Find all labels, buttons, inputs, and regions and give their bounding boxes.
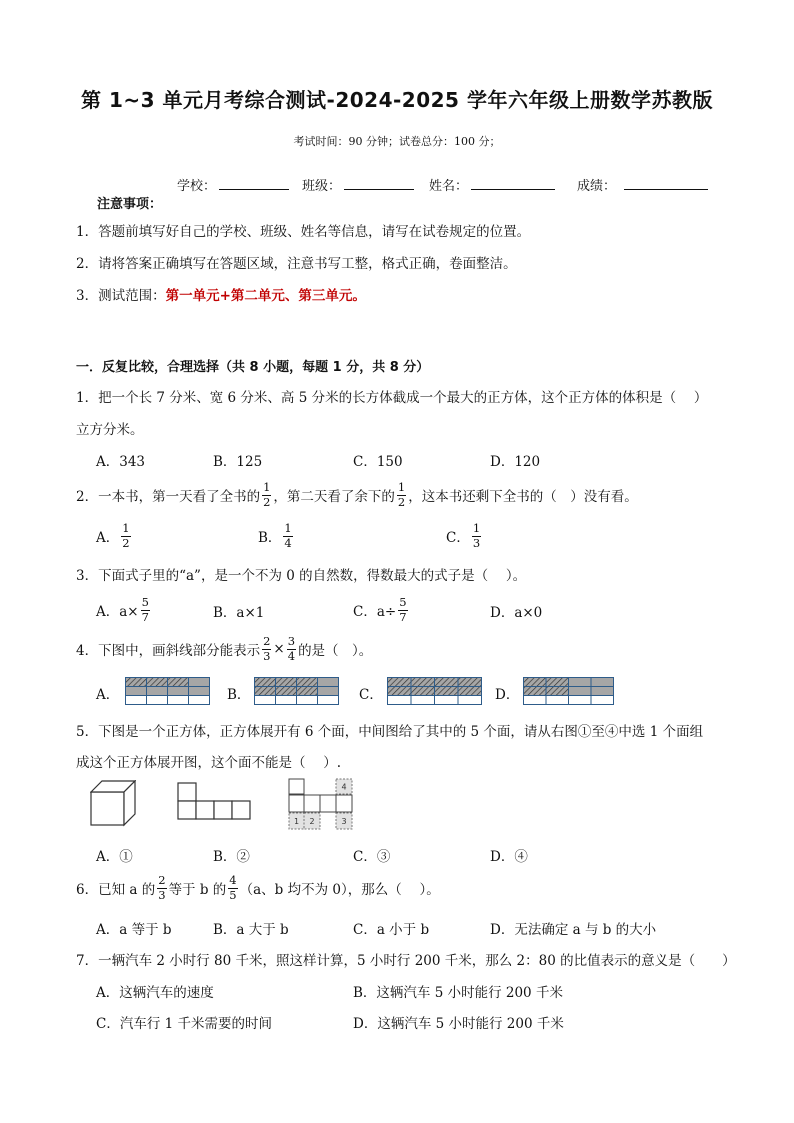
q1-option-c[interactable]: C．150 [353, 454, 403, 470]
net-options-diagram [288, 777, 356, 835]
q2-fraction-2: $\frac{1}{2}$ [397, 480, 406, 509]
q1-option-b[interactable]: B．125 [213, 454, 263, 470]
q1-option-d[interactable]: D．120 [490, 454, 541, 470]
school-field[interactable] [219, 189, 289, 190]
q3-option-d[interactable]: D．a×0 [490, 605, 543, 621]
q5-option-c[interactable]: C．③ [353, 849, 391, 865]
notice-item-1: 1．答题前填写好自己的学校、班级、姓名等信息，请写在试卷规定的位置。 [76, 224, 531, 240]
q1-text-cont: 立方分米。 [76, 422, 144, 438]
notice-heading: 注意事项： [97, 197, 163, 212]
face-label-1: 1 [293, 817, 300, 826]
q2-text: 2．一本书，第一天看了全书的 $\frac{1}{2}$ ，第二天看了余下的 $\frac{1}{2}$ ，这本书还剩下全书的（ ）没有看。 [76, 480, 638, 509]
q5-option-a[interactable]: A．① [96, 849, 133, 865]
q2-option-a[interactable]: A． $\frac{1}{2}$ [96, 521, 130, 550]
q4-option-a-label[interactable]: A． [96, 687, 120, 703]
q4-option-c-diagram[interactable] [387, 677, 483, 706]
q7-option-a[interactable]: A．这辆汽车的速度 [96, 985, 214, 1001]
q6-option-a[interactable]: A．a 等于 b [96, 922, 172, 938]
face-label-4: 4 [341, 782, 347, 792]
q3-text: 3．下面式子里的“a”，是一个不为 0 的自然数，得数最大的式子是（ ）。 [76, 568, 527, 584]
q5-text-cont: 成这个正方体展开图，这个面不能是（ ）. [76, 755, 342, 771]
q4-fraction-1: $\frac{2}{3}$ [263, 634, 271, 663]
q6-fraction-2: $\frac{4}{5}$ [229, 873, 237, 902]
q5-text: 5．下图是一个正方体，正方体展开有 6 个面，中间图给了其中的 5 个面，请从右图①至④中选 1 个面组 [76, 724, 704, 740]
notice-item-2: 2．请将答案正确填写在答题区域，注意书写工整，格式正确，卷面整洁。 [76, 256, 517, 272]
net-diagram [177, 782, 253, 826]
score-field[interactable] [624, 189, 708, 190]
school-label: 学校： [177, 179, 217, 194]
q7-text: 7．一辆汽车 2 小时行 80 千米，照这样计算，5 小时行 200 千米，那么 2：80 的比值表示的意义是（ ） [76, 953, 736, 969]
q2-option-c[interactable]: C． $\frac{1}{3}$ [446, 521, 481, 550]
name-field[interactable] [471, 189, 555, 190]
q4-option-b-label[interactable]: B． [227, 687, 251, 703]
section-heading: 一．反复比较，合理选择（共 8 小题，每题 1 分，共 8 分） [76, 360, 430, 375]
q4-option-c-label[interactable]: C． [359, 687, 383, 703]
q4-text: 4．下图中，画斜线部分能表示 $\frac{2}{3}$ × $\frac{3}{4}$ 的是（ ）。 [76, 634, 373, 663]
q1-text: 1．把一个长 7 分米、宽 6 分米、高 5 分米的长方体截成一个最大的正方体，这个正方体的体积是（ ） [76, 390, 708, 406]
face-label-3: 3 [341, 817, 347, 826]
q4-option-d-label[interactable]: D． [495, 687, 520, 703]
q5-option-b[interactable]: B．② [213, 849, 250, 865]
score-label: 成绩： [577, 179, 617, 194]
q2-option-b[interactable]: B． $\frac{1}{4}$ [258, 521, 292, 550]
q7-option-b[interactable]: B．这辆汽车 5 小时能行 200 千米 [353, 985, 563, 1001]
class-field[interactable] [344, 189, 414, 190]
q3-option-b[interactable]: B．a×1 [213, 605, 265, 621]
q6-option-c[interactable]: C．a 小于 b [353, 922, 430, 938]
q1-option-a[interactable]: A．343 [96, 454, 146, 470]
q4-option-a-diagram[interactable] [125, 677, 211, 706]
page-title: 第 1~3 单元月考综合测试-2024-2025 学年六年级上册数学苏教版 [81, 88, 713, 112]
q6-text: 6．已知 a 的 $\frac{2}{3}$ 等于 b 的 $\frac{4}{5}$ （a、b 均不为 0），那么（ ）。 [76, 873, 440, 902]
q6-option-d[interactable]: D．无法确定 a 与 b 的大小 [490, 922, 657, 938]
exam-info: 考试时间：90 分钟；试卷总分：100 分； [293, 135, 501, 148]
q3-option-c[interactable]: C．a÷ $\frac{5}{7}$ [353, 595, 407, 624]
q4-option-d-diagram[interactable] [523, 677, 615, 706]
cube-diagram [90, 780, 136, 832]
q3-option-a[interactable]: A．a× $\frac{5}{7}$ [96, 595, 149, 624]
q7-option-d[interactable]: D．这辆汽车 5 小时能行 200 千米 [353, 1016, 564, 1032]
q6-option-b[interactable]: B．a 大于 b [213, 922, 289, 938]
name-label: 姓名： [429, 179, 469, 194]
q7-option-c[interactable]: C．汽车行 1 千米需要的时间 [96, 1016, 273, 1032]
q4-fraction-2: $\frac{3}{4}$ [287, 634, 296, 663]
q2-fraction-1: $\frac{1}{2}$ [263, 480, 271, 509]
face-label-2: 2 [309, 817, 315, 826]
q5-option-d[interactable]: D．④ [490, 849, 528, 865]
notice-item-3-prefix: 3．测试范围： [76, 288, 166, 304]
notice-item-3 [76, 284, 366, 304]
test-scope: 第一单元+第二单元、第三单元。 [165, 288, 366, 304]
q4-option-b-diagram[interactable] [254, 677, 340, 706]
q6-fraction-1: $\frac{2}{3}$ [158, 873, 166, 902]
class-label: 班级： [302, 179, 342, 194]
